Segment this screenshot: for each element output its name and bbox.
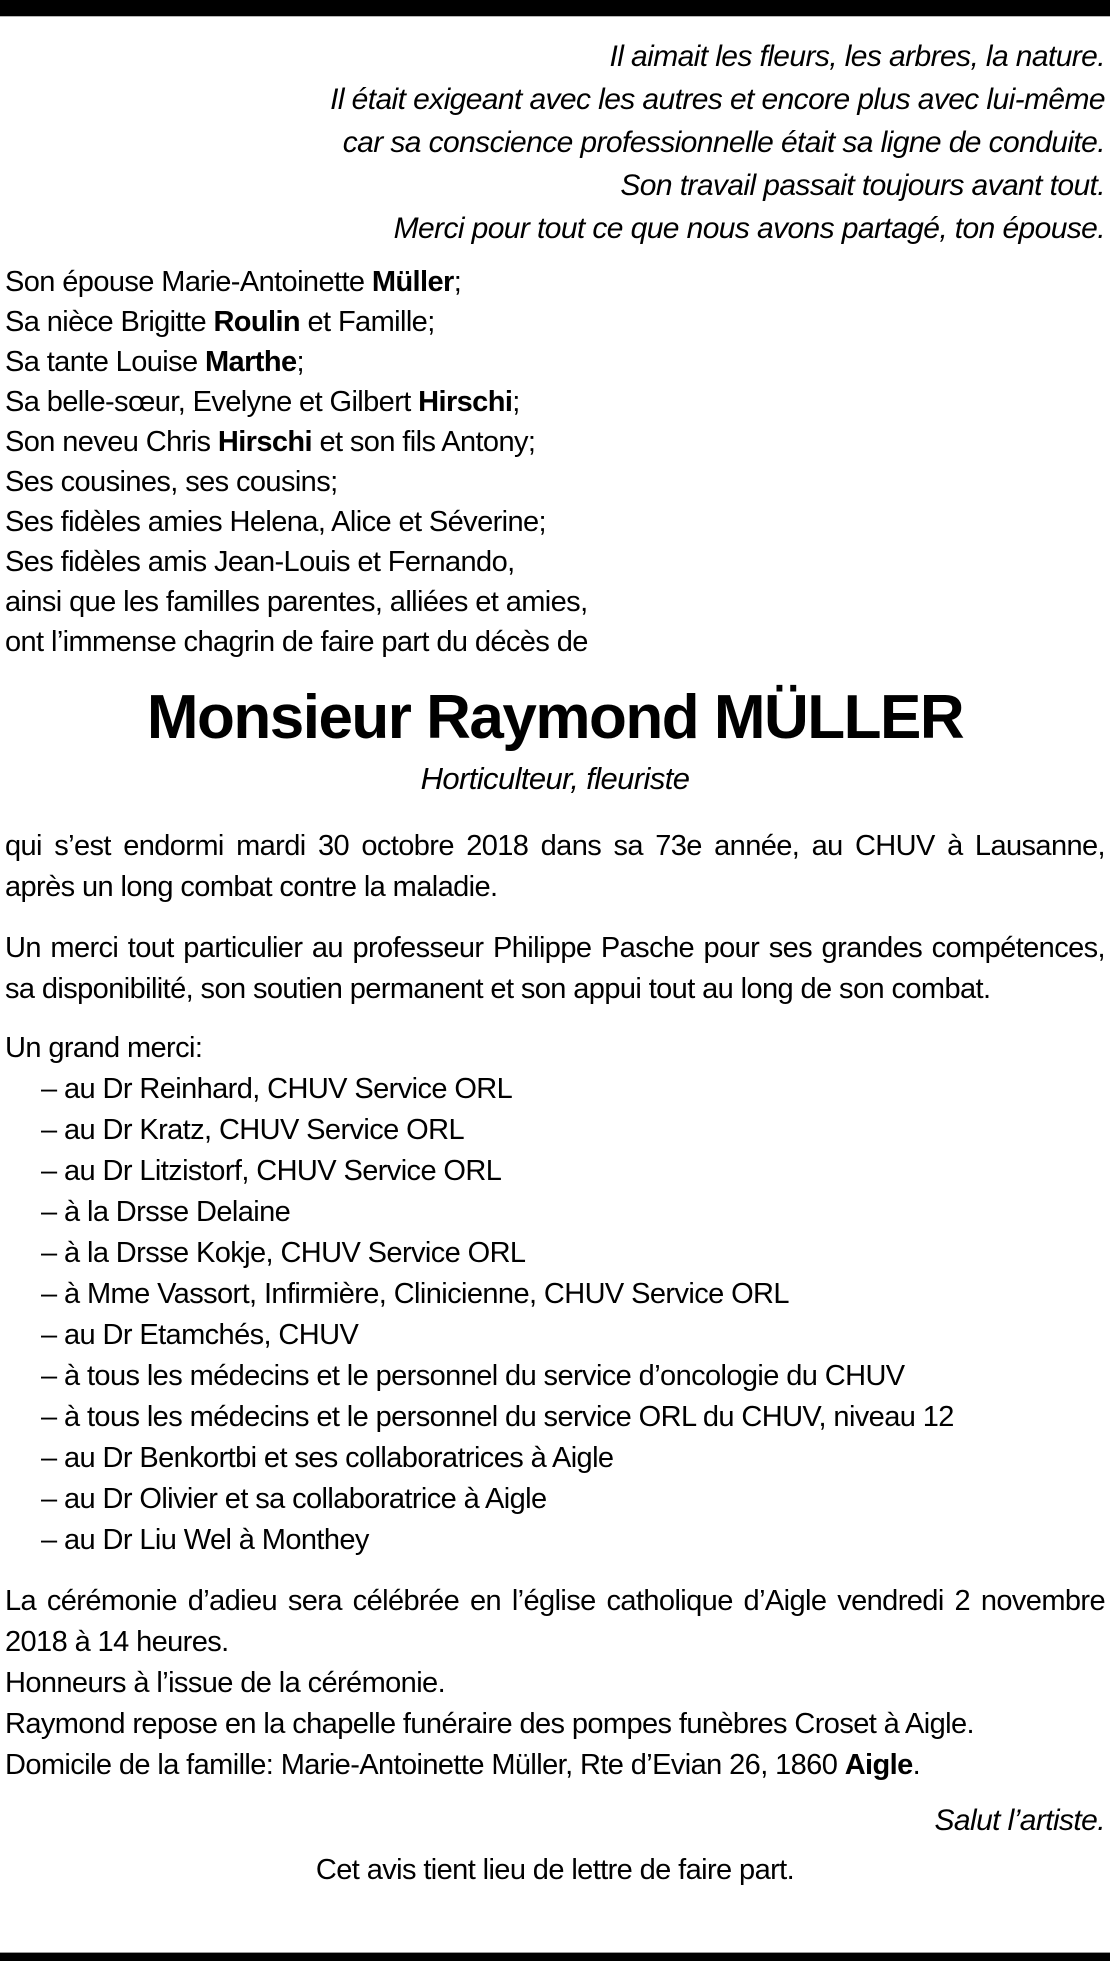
family-line	[5, 422, 1105, 462]
domicile-text: Domicile de la famille: Marie-Antoinette Müller, Rte d’Evian 26, 1860	[5, 1749, 845, 1781]
epitaph-line: Il était exigeant avec les autres et encore plus avec lui-même	[330, 83, 1105, 116]
thanks-item: – au Dr Kratz, CHUV Service ORL	[41, 1114, 464, 1146]
line-text: ainsi que les familles parentes, alliées et amies,	[5, 586, 588, 618]
deceased-name: Monsieur Raymond MÜLLER	[146, 683, 964, 752]
ceremony-paragraph: La cérémonie d’adieu sera célébrée en l’église catholique d’Aigle vendredi 2 novembre 2018 à 14 heures.	[5, 1585, 1105, 1658]
thanks-item: – à la Drsse Delaine	[41, 1196, 291, 1228]
line-text: Sa tante Louise	[5, 346, 205, 378]
line-text: ;	[453, 266, 462, 298]
thanks-item: – au Dr Liu Wel à Monthey	[41, 1524, 369, 1556]
top-divider-bar	[0, 0, 1110, 17]
thanks-item: – au Dr Litzistorf, CHUV Service ORL	[41, 1155, 502, 1187]
family-line	[5, 302, 1105, 342]
domicile-line	[5, 1745, 1105, 1786]
line-text: et son fils Antony;	[311, 426, 536, 458]
epitaph-line: car sa conscience professionnelle était sa ligne de conduite.	[342, 126, 1105, 159]
surname-bold: Hirschi	[418, 386, 513, 418]
thanks-intro: Un grand merci:	[5, 1032, 203, 1064]
deceased-profession: Horticulteur, fleuriste	[420, 761, 690, 796]
thanks-item: – au Dr Reinhard, CHUV Service ORL	[41, 1073, 513, 1105]
notice-content	[0, 17, 1110, 1891]
epitaph-line: Il aimait les fleurs, les arbres, la nature.	[609, 40, 1105, 73]
epitaph-line: Son travail passait toujours avant tout.	[620, 169, 1105, 202]
thanks-item: – à tous les médecins et le personnel du service d’oncologie du CHUV	[41, 1360, 905, 1392]
family-line	[5, 382, 1105, 422]
thanks-item: – au Dr Olivier et sa collaboratrice à Aigle	[41, 1483, 547, 1515]
family-line	[5, 342, 1105, 382]
domicile-text: .	[912, 1749, 921, 1781]
family-line	[5, 542, 1105, 582]
ceremony-block	[5, 1581, 1105, 1786]
line-text: Son épouse Marie-Antoinette	[5, 266, 372, 298]
honors-line: Honneurs à l’issue de la cérémonie.	[5, 1667, 446, 1699]
family-line	[5, 502, 1105, 542]
line-text: Sa belle-sœur, Evelyne et Gilbert	[5, 386, 419, 418]
surname-bold: Roulin	[213, 306, 301, 338]
line-text: ont l’immense chagrin de faire part du décès de	[5, 626, 588, 658]
line-text: ;	[512, 386, 520, 418]
line-text: ;	[296, 346, 304, 378]
signature-line: Salut l’artiste.	[934, 1804, 1105, 1837]
line-text: Ses fidèles amis Jean-Louis et Fernando,	[5, 546, 515, 578]
epitaph-block	[5, 35, 1105, 250]
family-line	[5, 462, 1105, 502]
death-announcement-paragraph: qui s’est endormi mardi 30 octobre 2018 dans sa 73e année, au CHUV à Lausanne, après un long combat contre la maladie.	[5, 830, 1105, 903]
bottom-divider-bar	[0, 1952, 1110, 1961]
family-line	[5, 582, 1105, 622]
thanks-item: – à Mme Vassort, Infirmière, Clinicienne, CHUV Service ORL	[41, 1278, 789, 1310]
family-block	[5, 262, 1105, 662]
thanks-list	[5, 1069, 1105, 1561]
thanks-item: – à la Drsse Kokje, CHUV Service ORL	[41, 1237, 526, 1269]
surname-bold: Marthe	[205, 346, 297, 378]
family-line	[5, 262, 1105, 302]
surname-bold: Müller	[371, 266, 454, 298]
line-text: Sa nièce Brigitte	[5, 306, 214, 338]
epitaph-line: Merci pour tout ce que nous avons partagé, ton épouse.	[393, 212, 1105, 245]
line-text: Ses cousines, ses cousins;	[5, 466, 338, 498]
family-line	[5, 622, 1105, 662]
line-text: Son neveu Chris	[5, 426, 218, 458]
surname-bold: Hirschi	[217, 426, 312, 458]
thanks-item: – au Dr Etamchés, CHUV	[41, 1319, 359, 1351]
domicile-town-bold: Aigle	[844, 1749, 913, 1781]
repose-line: Raymond repose en la chapelle funéraire des pompes funèbres Croset à Aigle.	[5, 1708, 974, 1740]
thanks-item: – au Dr Benkortbi et ses collaboratrices à Aigle	[41, 1442, 614, 1474]
professor-thanks-paragraph: Un merci tout particulier au professeur Philippe Pasche pour ses grandes compétences, sa disponibilité, son soutien permanent et son appui tout au long de son combat.	[5, 932, 1105, 1005]
line-text: et Famille;	[300, 306, 435, 338]
thanks-item: – à tous les médecins et le personnel du service ORL du CHUV, niveau 12	[41, 1401, 954, 1433]
line-text: Ses fidèles amies Helena, Alice et Séverine;	[5, 506, 547, 538]
closing-line: Cet avis tient lieu de lettre de faire part.	[315, 1854, 795, 1886]
